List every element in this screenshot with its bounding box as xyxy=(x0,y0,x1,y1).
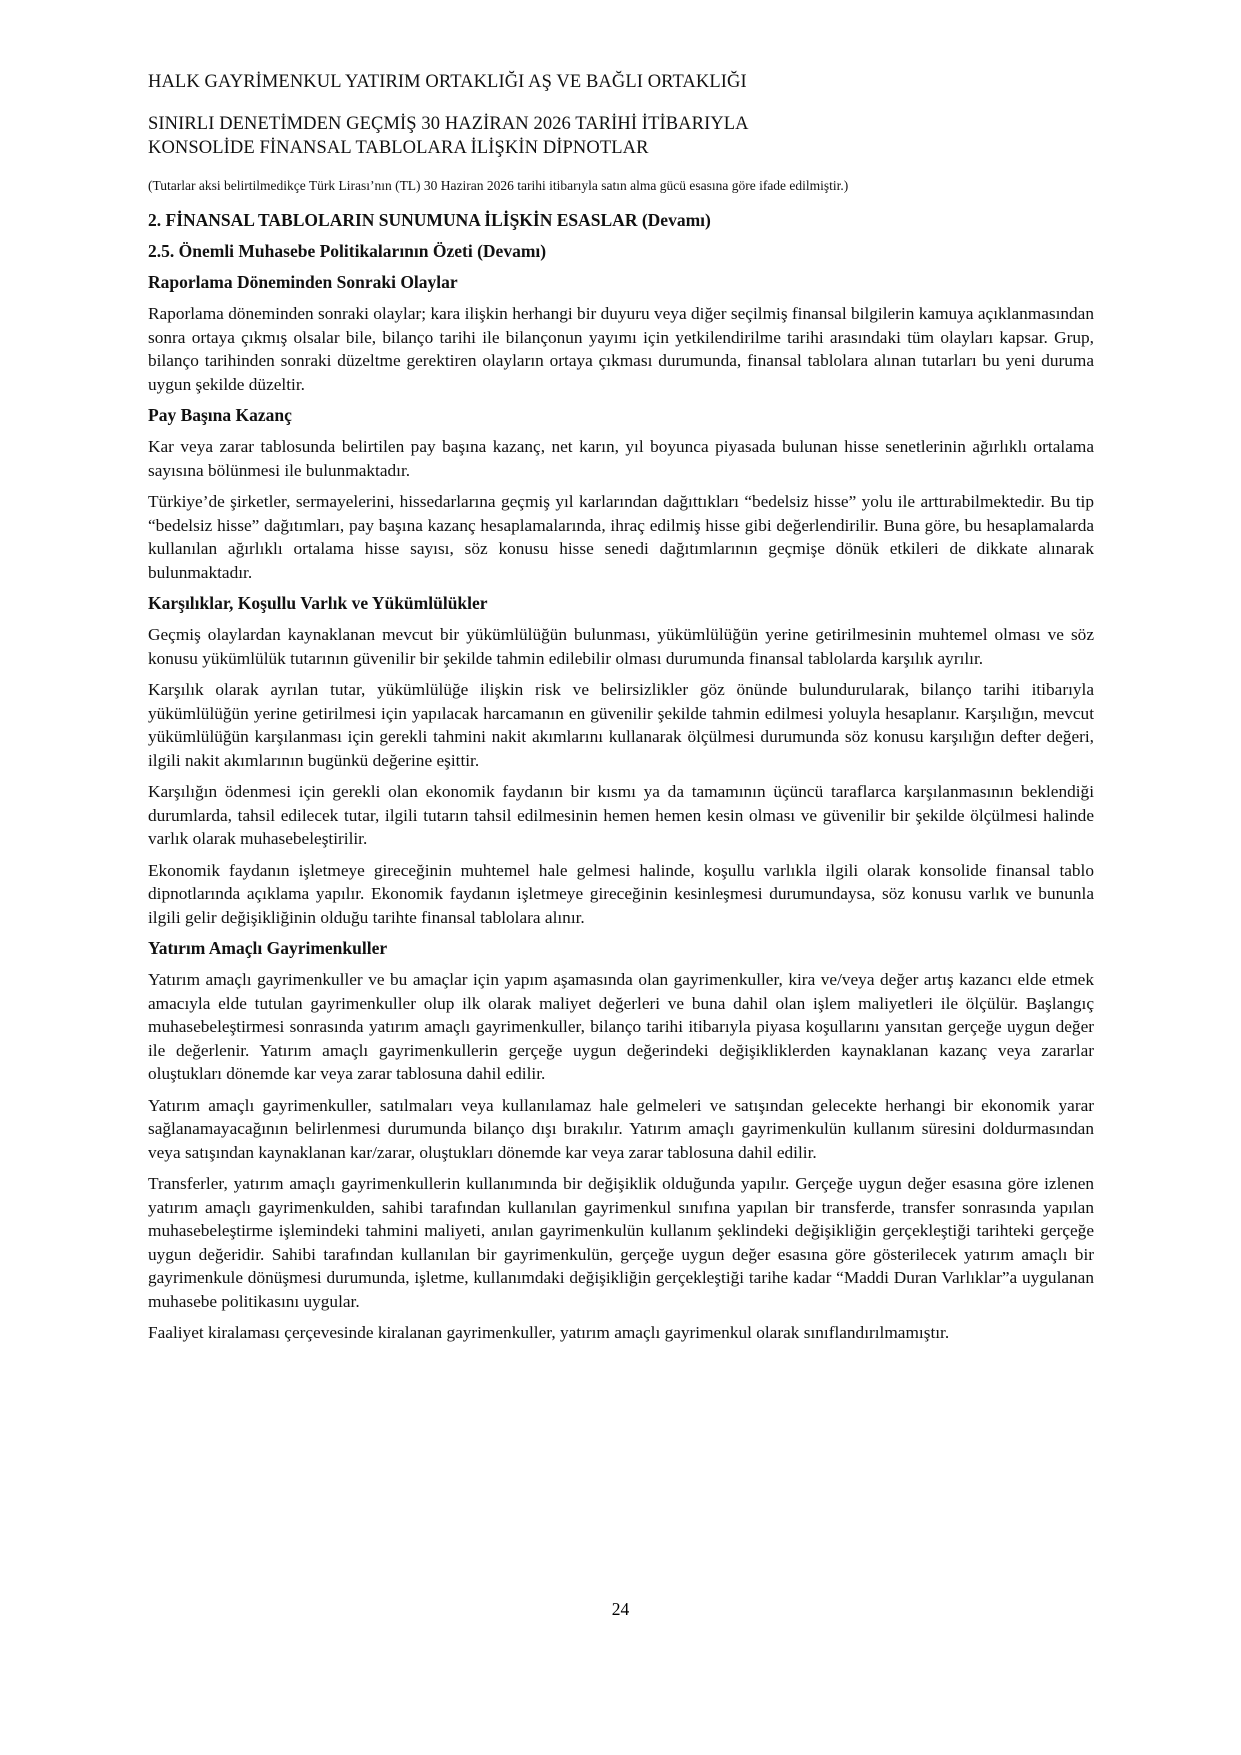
paragraph: Karşılığın ödenmesi için gerekli olan ekonomik faydanın bir kısmı ya da tamamının üçüncü taraflarca karşılanmasının beklendiği durumlarda, tahsil edilecek tutar, ilgili tutarın tahsil edilmesinin hemen hemen kesin olması ve güvenilir bir şekilde ölçülmesi halinde varlık olarak muhasebeleştirilir. xyxy=(148,782,1094,848)
paragraph: Kar veya zarar tablosunda belirtilen pay başına kazanç, net karın, yıl boyunca piyasada bulunan hisse senetlerinin ağırlıklı ortalama sayısına bölünmesi ile bulunmaktadır. xyxy=(148,437,1094,480)
heading-subsequent-events: Raporlama Döneminden Sonraki Olaylar xyxy=(148,272,458,292)
report-title-line2: KONSOLİDE FİNANSAL TABLOLARA İLİŞKİN DİPNOTLAR xyxy=(148,138,649,158)
paragraph: Yatırım amaçlı gayrimenkuller, satılmaları veya kullanılamaz hale gelmeleri ve satışından gelecekte herhangi bir ekonomik yarar sağlanamayacağının belirlenmesi durumunda bilanço dışı bırakılır. Yatırım amaçlı gayrimenkulün kullanım süresini doldurmasından veya satışından kaynaklanan kar/zarar, oluştukları dönemde kar veya zarar tablosuna dahil edilir. xyxy=(148,1095,1094,1162)
heading-provisions: Karşılıklar, Koşullu Varlık ve Yükümlülükler xyxy=(148,593,488,613)
heading-earnings-per-share: Pay Başına Kazanç xyxy=(148,405,292,425)
heading-investment-property: Yatırım Amaçlı Gayrimenkuller xyxy=(148,938,388,958)
report-title-line1: SINIRLI DENETİMDEN GEÇMİŞ 30 HAZİRAN 2026 TARİHİ İTİBARIYLA xyxy=(148,114,749,134)
paragraph: Türkiye’de şirketler, sermayelerini, hissedarlarına geçmiş yıl karlarından dağıttıkları “bedelsiz hisse” yolu ile arttırabilmektedir. Bu tip “bedelsiz hisse” dağıtımları, pay başına kazanç hesaplamalarında, ihraç edilmiş hisse gibi değerlendirilir. Buna göre, bu hesaplamalarda kullanılan ağırlıklı ortalama hisse sayısı, söz konusu hisse senedi dağıtımlarının geçmişe dönük etkileri de dikkate alınarak bulunmaktadır. xyxy=(148,492,1094,582)
paragraph: Yatırım amaçlı gayrimenkuller ve bu amaçlar için yapım aşamasında olan gayrimenkuller, kira ve/veya değer artış kazancı elde etmek amacıyla elde tutulan gayrimenkuller olup ilk olarak maliyet değerleri ve buna dahil olan işlem maliyetleri ile ölçülür. Başlangıç muhasebeleştirmesi sonrasında yatırım amaçlı gayrimenkuller, bilanço tarihi itibarıyla piyasa koşullarını yansıtan gerçeğe uygun değer ile değerlenir. Yatırım amaçlı gayrimenkullerin gerçeğe uygun değerindeki değişikliklerden kaynaklanan kazanç veya zararlar oluştukları dönemde kar veya zarar tablosuna dahil edilir. xyxy=(148,970,1094,1083)
paragraph: Ekonomik faydanın işletmeye gireceğinin muhtemel hale gelmesi halinde, koşullu varlıkla ilgili olarak konsolide finansal tablo dipnotlarında açıklama yapılır. Ekonomik faydanın işletmeye gireceğinin kesinleşmesi durumundaysa, söz konusu varlık ve bununla ilgili gelir değişikliğinin olduğu tarihte finansal tablolara alınır. xyxy=(148,860,1094,927)
paragraph: Karşılık olarak ayrılan tutar, yükümlülüğe ilişkin risk ve belirsizlikler göz önünde bulundurularak, bilanço tarihi itibarıyla yükümlülüğün yerine getirilmesi için yapılacak harcamanın en güvenilir şekilde tahmin edilmesi yoluyla hesaplanır. Karşılığın, mevcut yükümlülüğün karşılanması için gerekli tahmini nakit akımlarını kullanarak ölçülmesi durumunda söz konusu karşılığın defter değeri, ilgili nakit akımlarının bugünkü değerine eşittir. xyxy=(148,680,1094,770)
company-header: HALK GAYRİMENKUL YATIRIM ORTAKLIĞI AŞ VE BAĞLI ORTAKLIĞI xyxy=(148,72,747,92)
paragraph: Raporlama döneminden sonraki olaylar; kara ilişkin herhangi bir duyuru veya diğer seçilmiş finansal bilgilerin kamuya açıklanmasından sonra ortaya çıkmış olsalar bile, bilanço tarihi ile bilançonun yayımı için yetkilendirilme tarihi arasındaki tüm olayları kapsar. Grup, bilanço tarihinden sonraki düzeltme gerektiren olayların ortaya çıkması durumunda, finansal tablolara alınan tutarları bu yeni duruma uygun şekilde düzeltir. xyxy=(148,304,1094,394)
section-title: 2. FİNANSAL TABLOLARIN SUNUMUNA İLİŞKİN ESASLAR (Devamı) xyxy=(148,210,711,230)
currency-note: (Tutarlar aksi belirtilmedikçe Türk Lirası’nın (TL) 30 Haziran 2026 tarihi itibarıyla satın alma gücü esasına göre ifade edilmiştir.) xyxy=(148,178,849,193)
paragraph: Geçmiş olaylardan kaynaklanan mevcut bir yükümlülüğün bulunması, yükümlülüğün yerine getirilmesinin muhtemel olması ve söz konusu yükümlülük tutarının güvenilir bir şekilde tahmin edilebilir olması durumunda finansal tablolarda karşılık ayrılır. xyxy=(148,625,1094,668)
subsection-title: 2.5. Önemli Muhasebe Politikalarının Özeti (Devamı) xyxy=(148,241,547,261)
page-number: 24 xyxy=(611,1599,630,1619)
paragraph: Faaliyet kiralaması çerçevesinde kiralanan gayrimenkuller, yatırım amaçlı gayrimenkul olarak sınıflandırılmamıştır. xyxy=(148,1323,950,1342)
paragraph: Transferler, yatırım amaçlı gayrimenkullerin kullanımında bir değişiklik olduğunda yapılır. Gerçeğe uygun değer esasına göre izlenen yatırım amaçlı gayrimenkulden, sahibi tarafından kullanılan gayrimenkul sınıfına yapılan bir transferde, transfer sonrasında yapılan muhasebeleştirme işlemindeki tahmini maliyeti, anılan gayrimenkulün kullanım şeklindeki değişikliğin gerçekleştiği tarihteki gerçeğe uygun değeridir. Sahibi tarafından kullanılan bir gayrimenkulün, gerçeğe uygun değer esasına göre gösterilecek yatırım amaçlı bir gayrimenkule dönüşmesi durumunda, işletme, kullanımdaki değişikliğin gerçekleştiği tarihe kadar “Maddi Duran Varlıklar”a uygulanan muhasebe politikasını uygular. xyxy=(148,1174,1094,1311)
